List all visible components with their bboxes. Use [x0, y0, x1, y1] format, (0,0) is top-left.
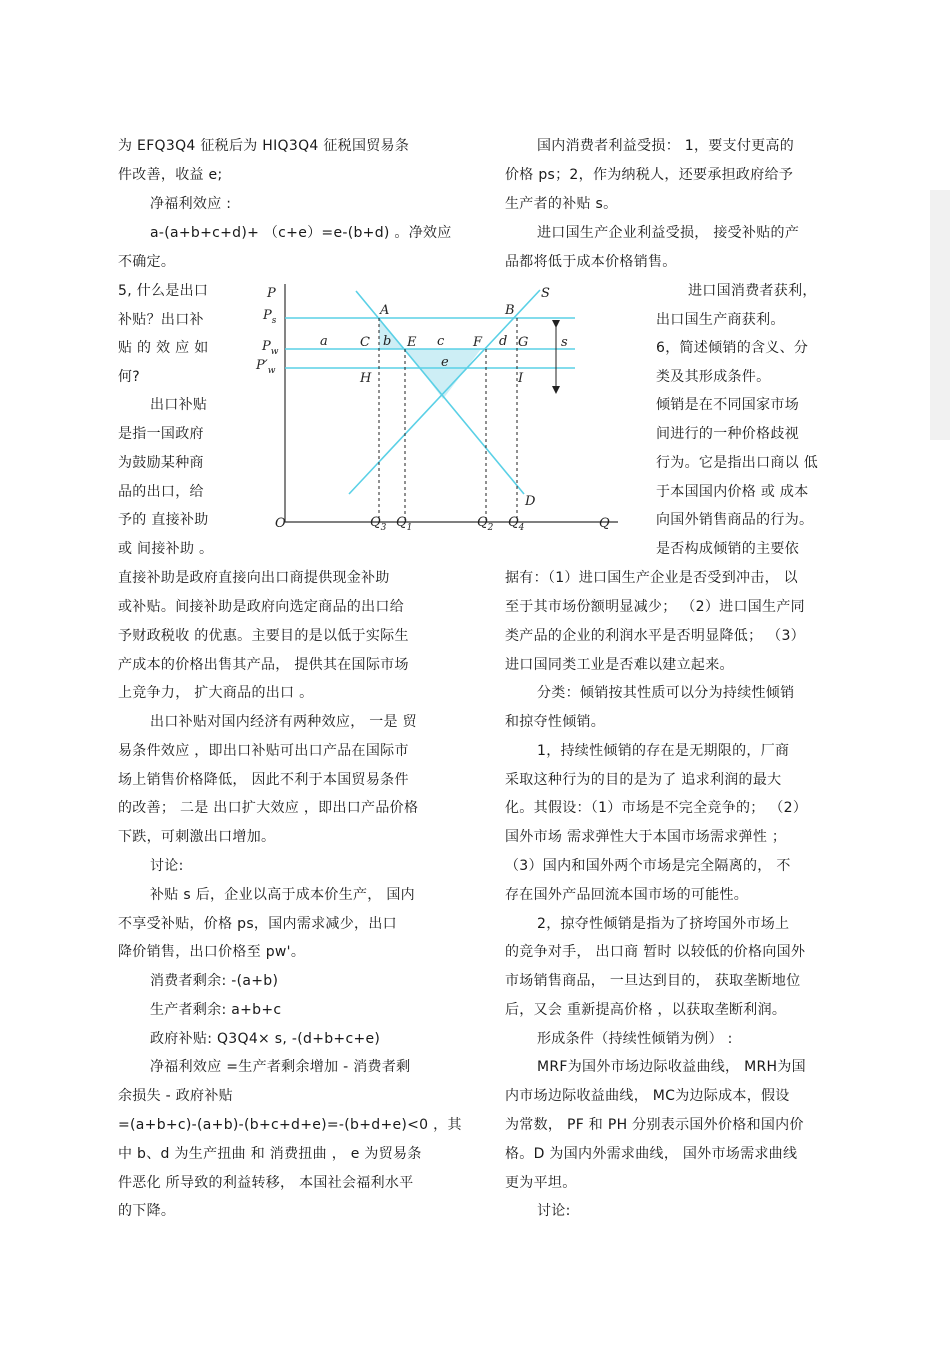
- left-line-32: 政府补贴: Q3Q4× s, -(d+b+c+e): [150, 1031, 381, 1047]
- right-line-1: 国内消费者利益受损： 1，要支付更高的: [537, 138, 795, 154]
- left-line-31: 生产者剩余: a+b+c: [150, 1002, 282, 1018]
- left-line-29: 降价销售，出口价格至 pw'。: [118, 944, 306, 960]
- left-line-11: 是指一国政府: [118, 426, 204, 442]
- point-b-label: B: [505, 303, 515, 318]
- pw-prime-label: $P'_w$: [256, 358, 276, 376]
- left-line-8: 贴 的 效 应 如: [118, 340, 209, 356]
- export-subsidy-diagram: [233, 272, 638, 540]
- area-c-label: c: [437, 334, 445, 349]
- left-line-9: 何?: [118, 369, 141, 385]
- q4-label: $Q_4$: [508, 515, 525, 533]
- right-line-34: 内市场边际收益曲线， MC为边际成本，假设: [505, 1088, 790, 1104]
- axis-q-label: Q: [599, 516, 610, 531]
- left-line-15: 或 间接补助 。: [118, 541, 214, 557]
- point-i-label: I: [518, 371, 524, 386]
- pw-label: $P_w$: [262, 339, 279, 357]
- right-line-17: 至于其市场份额明显减少； （2）进口国生产同: [505, 599, 805, 615]
- right-line-4: 进口国生产企业利益受损， 接受补贴的产: [537, 225, 800, 241]
- left-line-33: 净福利效应 =生产者剩余增加 - 消费者剩: [150, 1059, 411, 1075]
- left-line-6: 5, 什么是出口: [118, 283, 209, 299]
- origin-label: O: [275, 516, 286, 531]
- right-line-11: 间进行的一种价格歧视: [656, 426, 799, 442]
- left-line-38: 的下降。: [118, 1203, 176, 1219]
- area-a-label: a: [320, 334, 328, 349]
- left-line-14: 予的 直接补助: [118, 512, 209, 528]
- left-line-5: 不确定。: [118, 254, 176, 270]
- right-line-28: 2，掠夺性倾销是指为了挤垮国外市场上: [537, 916, 790, 932]
- right-line-2: 价格 ps；2，作为纳税人，还要承担政府给予: [505, 167, 794, 183]
- page-edge-shadow: [930, 190, 950, 440]
- left-line-23: 场上销售价格降低， 因此不利于本国贸易条件: [118, 772, 409, 788]
- point-c-label: C: [360, 335, 370, 350]
- left-line-1: 为 EFQ3Q4 征税后为 HIQ3Q4 征税国贸易条: [118, 138, 410, 154]
- q2-label: $Q_2$: [477, 515, 494, 533]
- right-line-19: 进口国同类工业是否难以建立起来。: [505, 657, 734, 673]
- left-line-34: 余损失 - 政府补贴: [118, 1088, 233, 1104]
- right-line-6: 进口国消费者获利，: [688, 283, 817, 299]
- right-line-22: 1，持续性倾销的存在是无期限的，厂商: [537, 743, 790, 759]
- left-line-28: 不享受补贴，价格 ps，国内需求减少，出口: [118, 916, 397, 932]
- right-line-38: 讨论:: [537, 1203, 571, 1219]
- right-line-26: （3）国内和国外两个市场是完全隔离的， 不: [505, 858, 791, 874]
- point-e-label: E: [407, 335, 417, 350]
- right-line-35: 为常数， PF 和 PH 分别表示国外价格和国内价: [505, 1117, 804, 1133]
- right-line-36: 格。D 为国内外需求曲线， 国外市场需求曲线: [505, 1146, 798, 1162]
- left-line-27: 补贴 s 后，企业以高于成本价生产， 国内: [150, 887, 415, 903]
- right-line-10: 倾销是在不同国家市场: [656, 397, 799, 413]
- subsidy-label: s: [561, 335, 568, 350]
- right-line-27: 存在国外产品回流本国市场的可能性。: [505, 887, 749, 903]
- right-line-20: 分类：倾销按其性质可以分为持续性倾销: [537, 685, 795, 701]
- left-line-22: 易条件效应 ，即出口补贴可出口产品在国际市: [118, 743, 409, 759]
- q1-label: $Q_1$: [396, 515, 413, 533]
- left-line-3: 净福利效应 :: [150, 196, 232, 212]
- right-line-5: 品都将低于成本价格销售。: [505, 254, 677, 270]
- right-line-12: 行为。它是指出口商以 低: [656, 455, 819, 471]
- supply-curve: [349, 290, 540, 494]
- area-d-label: d: [499, 334, 508, 349]
- left-line-26: 讨论:: [150, 858, 184, 874]
- left-line-24: 的改善； 二是 出口扩大效应 ，即出口产品价格: [118, 800, 419, 816]
- right-line-9: 类及其形成条件。: [656, 369, 771, 385]
- left-line-7: 补贴？出口补: [118, 312, 204, 328]
- left-line-30: 消费者剩余: -(a+b): [150, 973, 279, 989]
- left-line-36: 中 b、d 为生产扭曲 和 消费扭曲 ， e 为贸易条: [118, 1146, 422, 1162]
- point-h-label: H: [360, 371, 372, 386]
- left-line-13: 品的出口，给: [118, 484, 204, 500]
- point-g-label: G: [518, 335, 529, 350]
- q3-label: $Q_3$: [370, 515, 387, 533]
- left-line-20: 上竞争力， 扩大商品的出口 。: [118, 685, 314, 701]
- right-line-14: 向国外销售商品的行为。: [656, 512, 814, 528]
- left-line-16: 直接补助是政府直接向出口商提供现金补助: [118, 570, 390, 586]
- right-line-13: 于本国国内价格 或 成本: [656, 484, 809, 500]
- right-line-23: 采取这种行为的目的是为了 追求利润的最大: [505, 772, 782, 788]
- right-line-24: 化。其假设：（1）市场是不完全竞争的； （2）: [505, 800, 808, 816]
- right-line-37: 更为平坦。: [505, 1175, 577, 1191]
- left-line-2: 件改善，收益 e;: [118, 167, 223, 183]
- left-line-17: 或补贴。间接补助是政府向选定商品的出口给: [118, 599, 404, 615]
- demand-label: D: [525, 494, 536, 509]
- right-line-25: 国外市场 需求弹性大于本国市场需求弹性 ；: [505, 829, 787, 845]
- supply-label: S: [541, 286, 550, 301]
- area-b-label: b: [383, 334, 392, 349]
- left-line-19: 产成本的价格出售其产品， 提供其在国际市场: [118, 657, 409, 673]
- ps-label: $P_s$: [263, 308, 277, 326]
- area-e-label: e: [441, 355, 449, 370]
- right-line-3: 生产者的补贴 s。: [505, 196, 618, 212]
- right-line-30: 市场销售商品， 一旦达到目的， 获取垄断地位: [505, 973, 801, 989]
- left-line-12: 为鼓励某种商: [118, 455, 204, 471]
- left-line-25: 下跌，可刺激出口增加。: [118, 829, 276, 845]
- right-line-8: 6，简述倾销的含义、分: [656, 340, 809, 356]
- right-line-18: 类产品的企业的利润水平是否明显降低； （3）: [505, 628, 805, 644]
- right-line-21: 和掠夺性倾销。: [505, 714, 606, 730]
- right-line-31: 后，又会 重新提高价格 ，以获取垄断利润。: [505, 1002, 787, 1018]
- right-line-15: 是否构成倾销的主要依: [656, 541, 799, 557]
- left-line-4: a-(a+b+c+d)+ （c+e）=e-(b+d) 。净效应: [150, 225, 452, 241]
- right-line-29: 的竞争对手， 出口商 暂时 以较低的价格向国外: [505, 944, 806, 960]
- left-line-35: =(a+b+c)-(a+b)-(b+c+d+e)=-(b+d+e)<0 ，其: [118, 1117, 462, 1133]
- right-line-33: MRF为国外市场边际收益曲线， MRH为国: [537, 1059, 806, 1075]
- left-line-18: 予财政税收 的优惠。主要目的是以低于实际生: [118, 628, 409, 644]
- right-line-7: 出口国生产商获利。: [656, 312, 785, 328]
- left-line-37: 件恶化 所导致的利益转移， 本国社会福利水平: [118, 1175, 414, 1191]
- left-line-21: 出口补贴对国内经济有两种效应， 一是 贸: [150, 714, 417, 730]
- right-line-16: 据有：（1）进口国生产企业是否受到冲击， 以: [505, 570, 798, 586]
- right-line-32: 形成条件（持续性倾销为例） :: [537, 1031, 733, 1047]
- left-line-10: 出口补贴: [150, 397, 208, 413]
- demand-curve: [356, 291, 524, 494]
- axis-p-label: P: [267, 286, 276, 301]
- point-a-label: A: [380, 303, 390, 318]
- point-f-label: F: [473, 335, 483, 350]
